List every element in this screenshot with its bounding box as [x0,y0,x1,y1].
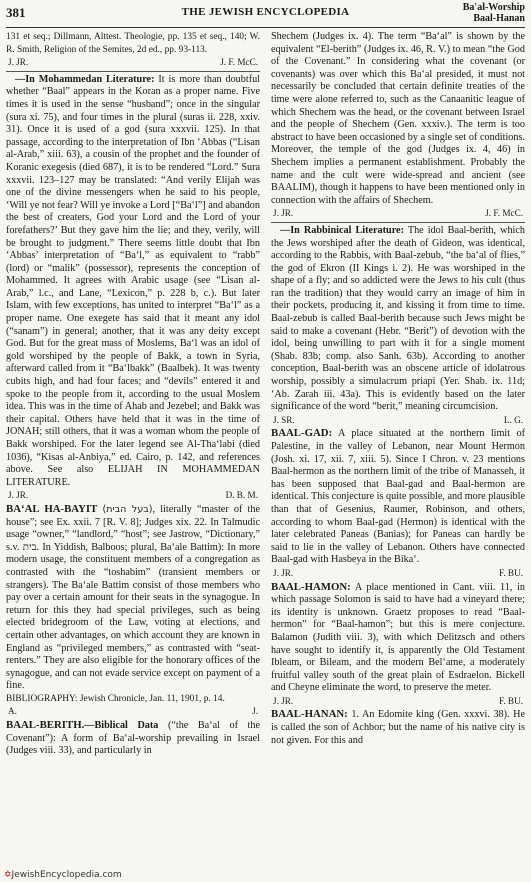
signature-author: L. G. [503,414,523,425]
signature-author: J. F. McC. [485,208,523,219]
entry-body: 1. An Edomite king (Gen. xxxvi. 38). He is called the son of Achbor; but the name of his native city is not given. For this and [271,709,525,746]
entry-title: BAAL-BERITH. [6,719,85,732]
mohammedan-section [6,74,260,490]
section-heading: —Biblical Data [84,720,159,732]
signature [6,489,260,502]
signature [6,705,260,718]
right-column [271,31,525,747]
section-body: The idol Baal-berith, which the Jews worshiped after the death of Gideon, was identical, according to the Rabbis, with Baal-zebub, “the ba‘al of flies,” the god of Ekron (II Kings i. 2). He was worshiped in the shape of a fly; and so addicted were the Jews to his cult (thus ran the tradition) that they would carry an image of him in their pockets, producing it, and kissing it from time to time. Baal-zebub is called Baal-berith because such Jews might be said to make a covenant (Hebr. “Berit”) of devotion with the idol, being unwilling to part with it for a single moment (Shab. 83b; comp. also Sanh. 63b). According to another conception, Baal-berith was an obscene article of idolatrous worship, possibly a simulacrum priapi (Yer. Shab. ix. 11d; ‘Ab. Zarah iii. 43a). This is evidently based on the later significance of the word “berit,” meaning circumcision. [271,224,525,413]
guide-word-bottom: Baal-Hanan [473,13,525,24]
signature-author: F. BU. [498,567,523,578]
bibliography: BIBLIOGRAPHY: Jewish Chronicle, Jan. 11, 1901, p. 14. [6,693,225,704]
entry-baal-hanan [271,708,525,747]
signature-initials: J. JR. [273,567,294,578]
signature [6,56,260,69]
entry-baal-hamon [271,581,525,695]
signature-author: J. [252,706,258,717]
site-watermark [4,870,122,880]
section-heading: —In Rabbinical Literature: [280,224,404,236]
entry-title: BA‘AL HA-BAYIT [6,502,98,515]
entry-body: A place situated at the northern limit of Palestine, in the valley of Lebanon, near Mount Hermon (Josh. xi. 17, xii. 7, xiii. 5). Since I Chron. v. 23 mentions Baal-hermon as the northern limit of the tribe of Manasseh, it has been supposed that Baal-gad and Baal-hermon are identical. This conjecture is quite possible, and more plausible than that of Gesenius, Raumer, Robinson, and others, according to whom Baal-gad (Hermon) is identical with the later celebrated Paneas (Banias); for Paneas can hardly be said to lie in the valley of Lebanon. Others have connected Baal-gad with Hasbeya in the Bika‘. [271,428,525,566]
signature-initials: J. JR. [8,57,29,68]
signature-initials: J. SR. [273,414,295,425]
entry-baal-gad [271,427,525,567]
entry-title: BAAL-GAD: [271,427,333,440]
signature [271,414,525,427]
entry-title: BAAL-HAMON: [271,580,351,593]
entry-body: , literally “master of the house”; see Ex. xxii. 7 [R. V. 8]; Judges xix. 22. In Talmudic usage “owner,” “landlord,” “host”; see Jastrow, “Dictionary,” s.v. בית. In Yiddish, Balboos; plural, Ba‘ale Battim): In more modern usage, the constituent members of a congregation as contrasted with the “toshabim” (transient members or strangers). The Ba‘ale Battim consist of those members who pay over a certain amount for their seats in the synagogue. In return for this they had special privileges, such as being elected bridegroom of the Law, voting at elections, and certain other advantages, on which account they are known in England as “privileged members,” as contrasted with “seat-renters.” They are also eligible for the honorary offices of the synagogue, and can not evade service except on payment of a fine. [6,503,260,692]
signature-author: J. F. McC. [220,57,258,68]
running-title: THE JEWISH ENCYCLOPEDIA [181,6,350,18]
guide-words [463,2,525,24]
signature-initials: J. JR. [8,490,29,501]
page-header [6,2,525,26]
left-column [6,31,260,758]
section-separator [271,222,525,223]
entry-baal-berith [6,719,260,758]
guide-word-top: Ba'al-Worship [462,2,525,13]
signature [271,695,525,708]
entry-body: (“the Ba‘al of the Covenant”): A form of Ba‘al-worship prevailing in Israel (Judges viii. 33), and particularly in [6,720,260,757]
rabbinical-section [271,225,525,414]
section-heading: —In Mohammedan Literature: [15,73,155,85]
entry-body: A place mentioned in Cant. viii. 11, in which passage Solomon is said to have had a vineyard there; its identity is unknown. Graetz proposes to read “Baal-hermon” for “Baal-hamon”; but this is mere conjecture. Balamon (Judith viii. 3), with which Delitzsch and others have sought to identify it, is apparently the Old Testament Ibleam, or Bileam, and the modern Bel‘ame, a moderately fruitful valley south of the great plain of Esdraelon. Bickell and Cheyne eliminate the word, to preserve the meter. [271,581,525,694]
entry-title: BAAL-HANAN: [271,708,348,721]
signature-author: D. B. M. [225,490,258,501]
signature [271,207,525,220]
signature-initials: A. [8,706,17,717]
entry-baal-ha-bayit [6,503,260,693]
section-separator [6,71,260,72]
bibliography-continued: 131 et seq.; Dillmann, Alttest. Theologie, pp. 135 et seq., 140; W. R. Smith, Religion of the Semites, 2d ed., pp. 93-113. [6,32,260,55]
star-of-david-icon: ✡ [4,870,12,880]
hebrew-term: (בעל הבית) [102,503,153,515]
signature-author: F. BU. [498,695,523,706]
signature-initials: J. JR. [273,208,294,219]
baal-berith-continued: Shechem (Judges ix. 4). The term “Ba‘al” is shown by the equivalent “El-berith” (Judges ix. 46, R. V.) to mean “the God of the Covenant.” In considering what the covenant (or covenants) was over which this Ba‘al presided, it must not necessarily be concluded that certain definite treaties of the time were alone referred to, such as the Canaanitic league of which Shechem was the head, or the covenant between Israel and the people of Shechem (Gen. xxxiv.). The term is too abstract to have been occasioned by a single set of conditions. Moreover, the temple of the god (Judges ix. 4, 46) in Shechem implies a permanent establishment. Probably the name and the cult were wide-spread and ancient (see BAALIM), though it happens to have been mentioned only in connection with the affairs of Shechem. [271,31,525,206]
section-body: It is more than doubtful whether “Baal” appears in the Koran as a proper name. Five times it is used in the sense “husband”; once in the singular (sura xi. 75), and four times in the plural (suras ii. 228, xxiv. 31). Once it is used of a god (sura xxxvii. 125). In that passage, according to the interpretation of Ibn ‘Abbas (“Lisan al-Arab,” xiii. 63), a cousin of the prophet and the founder of Koranic exegesis (died 687), it is to be rendered “Lord.” Sura xxxvii. 123–127 may be translated: “And verily Elijah was one of the divine messengers when he said to his people, ‘Will ye not fear? Will ye invoke a Lord [“Ba‘l”] and abandon the best of creaters, God your Lord and the Lord of your forefathers?’ But they gave him the lie; and they, verily, will be brought to judgment.” There seems little doubt that Ibn ‘Abbas’ interpretation of “Ba‘l,” as equivalent to “rabb” (lord) or “malik” (possessor), represents the conception of Mohammed. It agrees with Arabic usage (see “Lisan al-Arab,” l.c., and Lane, “Lexicon,” p. 228 b, c.). But later Islam, with few exceptions, has united to interpret “Ba‘l” as a proper name. One exegete has said that it meant any idol (“sanam”) in general; another, that it was any deity except God. But for the great mass of Moslems, Ba‘l was an idol of gold worshiped by the people of Bakk, a town in Syria, afterward called from it “Ba‘lbakk” (Baalbek). It was twenty cubits high, and had four faces; and “devils” entered it and spoke to the people from it, according to the usual Moslem idea. This was in the time of Ahab and Jezebel; and Bakk was their capital. Others have held that it was in the time of JONAH; still others, that it was a woman whom the people of Bakk worshiped. For the later legend see Al-Tha‘labi (died 1036), “Kisas al-Anbiya,” ed. Cairo, p. 142, and references above. See also ELIJAH IN MOHAMMEDAN LITERATURE. [6,73,261,488]
header-rule [6,27,525,28]
signature-initials: J. JR. [273,695,294,706]
page-number: 381 [6,5,26,20]
watermark-text: JewishEncyclopedia.com [11,870,122,880]
signature [271,567,525,580]
